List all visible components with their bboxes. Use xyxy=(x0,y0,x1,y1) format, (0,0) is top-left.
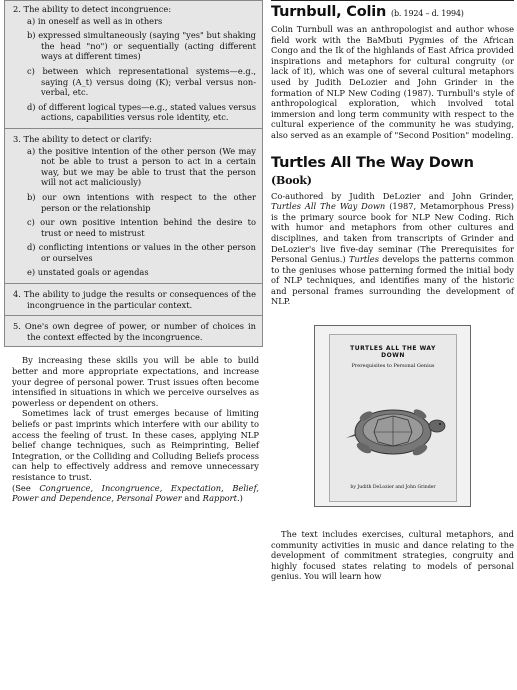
see-suffix: .) xyxy=(236,493,243,504)
list-item: e) unstated goals or agendas xyxy=(27,267,149,278)
paragraph: By increasing these skills you will be able to build better and more appropriate expectations, and increase your degree of personal power. Trust issues often become intensified in situations in which we perceive ourselves as powerless or dependent on others. xyxy=(12,355,259,408)
paragraph: Sometimes lack of trust emerges because of limiting beliefs or past imprints which interfere with our ability to access the feeling of trust. In these cases, applying NLP belief change techniques, such as Reimprinting, Belief Integration, or the Colliding and Colluding Beliefs process can help to effectively address and remove unnecessary resistance to trust. xyxy=(12,408,259,482)
entry-body-turtles xyxy=(271,191,514,308)
section-list xyxy=(13,146,256,279)
cover-title xyxy=(330,345,456,359)
list-item: c) our own positive intention behind the desire to trust or need to mistrust xyxy=(27,217,256,238)
list-item: a) the positive intention of the other person (We may not be able to trust a person to act in a certain way, but we may be able to trust that the person will not act maliciously) xyxy=(27,145,256,188)
cover-title-line: DOWN xyxy=(381,352,405,360)
top-rule xyxy=(271,0,514,1)
section-3 xyxy=(13,134,256,278)
entry-body-turnbull: Colin Turnbull was an anthropologist and author whose field work with the BaMbuti Pygmies of the African Congo and the Ik of the highlands of East Africa provided inspirations and metaphors for cultural congruity (or lack of it), which was one of several cultural metaphors used by Judith DeLozier and John Grinder in the formation of NLP New Coding (1987). Turnbull's style of anthropological exploration, which involved total immersion and long term community with respect to the cultural experience of the community he was studying, also served as an example of "Second Position" modeling. xyxy=(271,24,514,140)
book-title-inline: Turtles xyxy=(348,254,379,265)
body-text: develops the patterns common to the geniuses whose patterning formed the initial body of NLP techniques, and identifies many of the historic and personal frames surrounding the development of NLP. xyxy=(271,254,514,307)
see-also xyxy=(12,483,259,504)
list-item: b) expressed simultaneously (saying "yes" but shaking the head "no") or sequentially (acting different ways at different times) xyxy=(27,30,256,62)
section-list xyxy=(13,16,256,123)
see-last: Rapport xyxy=(202,493,237,504)
section-4-head: 4. The ability to judge the results or consequences of the incongruence in the particular context. xyxy=(13,289,256,310)
cover-title-line: TURTLES ALL THE WAY xyxy=(350,345,436,353)
body-text: (1987, Metamorphous Press) is the primary source book for NLP New Coding. Rich with humor and metaphors from other cultures and disciplines, and taken from transcripts of Grinder and DeLozier's live five-day seminar (The Prerequisites for Personal Genius.) xyxy=(271,201,514,265)
divider xyxy=(5,283,262,284)
section-2 xyxy=(13,4,256,123)
see-refs: Congruence, Incongruence, Expectation, Belief, Power and Dependence, Personal Power xyxy=(12,482,259,504)
list-item: a) in oneself as well as in others xyxy=(27,15,163,26)
cover-subtitle: Prerequisites to Personal Genius xyxy=(351,363,435,370)
turtle-icon xyxy=(340,390,446,470)
entry-title-turtles xyxy=(271,155,514,189)
divider xyxy=(5,315,262,316)
skills-box xyxy=(4,0,263,347)
entry-title-text: Turnbull, Colin xyxy=(271,4,387,20)
list-item: b) our own intentions with respect to the other person or the relationship xyxy=(27,191,256,213)
see-prefix: (See xyxy=(12,482,40,493)
list-item: d) of different logical types—e.g., stated values versus actions, capabilities versus role identity, etc. xyxy=(27,101,256,123)
section-head: 3. The ability to detect or clarify: xyxy=(13,133,152,144)
paragraph: The text includes exercises, cultural metaphors, and community activities in music and dance relating to the development of commitment strategies, congruity and highly focused states relating to models of personal genius. You will learn how xyxy=(271,529,514,582)
list-item: d) conflicting intentions or values in the other person or ourselves xyxy=(27,242,256,263)
list-item: c) between which representational systems—e.g., saying (A_t) versus doing (K); verbal versus non-verbal, etc. xyxy=(27,65,256,98)
entry-title-text: Turtles All The Way Down xyxy=(271,154,474,171)
see-and: and xyxy=(181,493,203,504)
entry-dates: (b. 1924 – d. 1994) xyxy=(391,9,464,18)
entry-title-turnbull xyxy=(271,4,514,22)
left-column xyxy=(4,0,263,504)
book-title-inline: Turtles All The Way Down xyxy=(271,201,386,212)
section-5-head: 5. One's own degree of power, or number of choices in the context effected by the incongruence. xyxy=(13,321,256,342)
book-cover-image xyxy=(314,325,471,507)
entry-tag: (Book) xyxy=(271,173,312,187)
divider xyxy=(5,128,262,129)
cover-authors: by Judith DeLozier and John Grinder xyxy=(350,485,436,491)
body-text: Co-authored by Judith DeLozier and John Grinder, xyxy=(271,190,514,201)
section-head: 2. The ability to detect incongruence: xyxy=(13,4,172,14)
right-column xyxy=(271,0,514,582)
book-cover xyxy=(329,334,457,502)
left-body-text xyxy=(4,347,263,503)
